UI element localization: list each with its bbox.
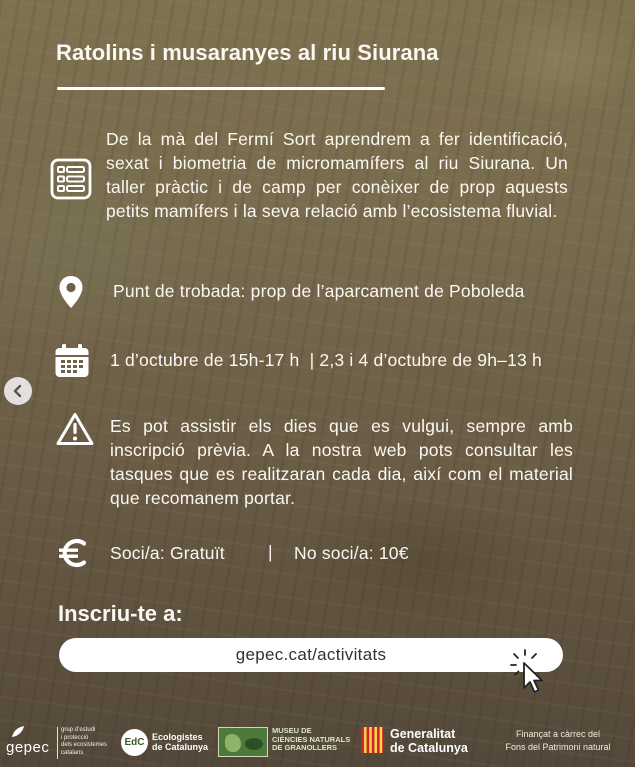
signup-link-text[interactable]: gepec.cat/activitats: [235, 645, 387, 664]
leaf-icon: [10, 725, 26, 739]
gepec-logo-text: gepec: [6, 739, 50, 756]
funding-note: Finançat a càrrec del Fons del Patrimoni natural: [505, 729, 611, 752]
euro-icon: [58, 537, 90, 569]
page-title: Ratolins i musaranyes al riu Siurana: [56, 40, 439, 65]
warning-icon: [56, 412, 94, 446]
edc-name: Ecologistes de Catalunya: [152, 732, 209, 752]
signup-link-button[interactable]: [59, 638, 563, 672]
dates-text: 1 d’octubre de 15h-17 h | 2,3 i 4 d’octubre de 9h–13 h: [110, 350, 542, 370]
edc-badge: EdC: [121, 729, 148, 756]
signup-heading: Inscriu-te a:: [58, 601, 183, 626]
chevron-left-icon: [12, 384, 24, 398]
list-card-icon: [50, 158, 92, 200]
location-pin-icon: [58, 275, 84, 309]
museu-logo-mark: [218, 727, 268, 757]
gepec-divider: [57, 727, 58, 759]
gepec-logo: [6, 725, 56, 763]
non-member-price: No soci/a: 10€: [294, 543, 409, 563]
gepec-tagline: grup d’estudi i protecció dels ecosistemes catalans: [61, 727, 108, 756]
museu-name: MUSEU DE CIÈNCIES NATURALS DE GRANOLLERS: [272, 726, 351, 752]
calendar-icon: [54, 343, 90, 379]
footer-logos: [0, 715, 635, 767]
activity-description: De la mà del Fermí Sort aprendrem a fer identificació, sexat i biometria de micromamífers al riu Siurana. Un taller pràctic i de camp per conèixer de prop aquests petits mamífers i la seva relació amb l’ecosistema fluvial.: [106, 129, 568, 221]
title-underline: [57, 87, 385, 90]
generalitat-name: Generalitat de Catalunya: [390, 727, 468, 755]
generalitat-flag-icon: [361, 727, 383, 753]
member-price: Soci/a: Gratuït: [110, 543, 225, 563]
meeting-point-text: Punt de trobada: prop de l’aparcament de Poboleda: [113, 281, 525, 301]
carousel-previous-button[interactable]: [4, 377, 32, 405]
cursor-click-icon: [509, 648, 549, 694]
notice-text: Es pot assistir els dies que es vulgui, sempre amb inscripció prèvia. A la nostra web pots consultar les tasques que es realitzaran cada dia, així com el material que recomanem portar.: [110, 416, 573, 508]
price-separator: |: [268, 542, 273, 562]
